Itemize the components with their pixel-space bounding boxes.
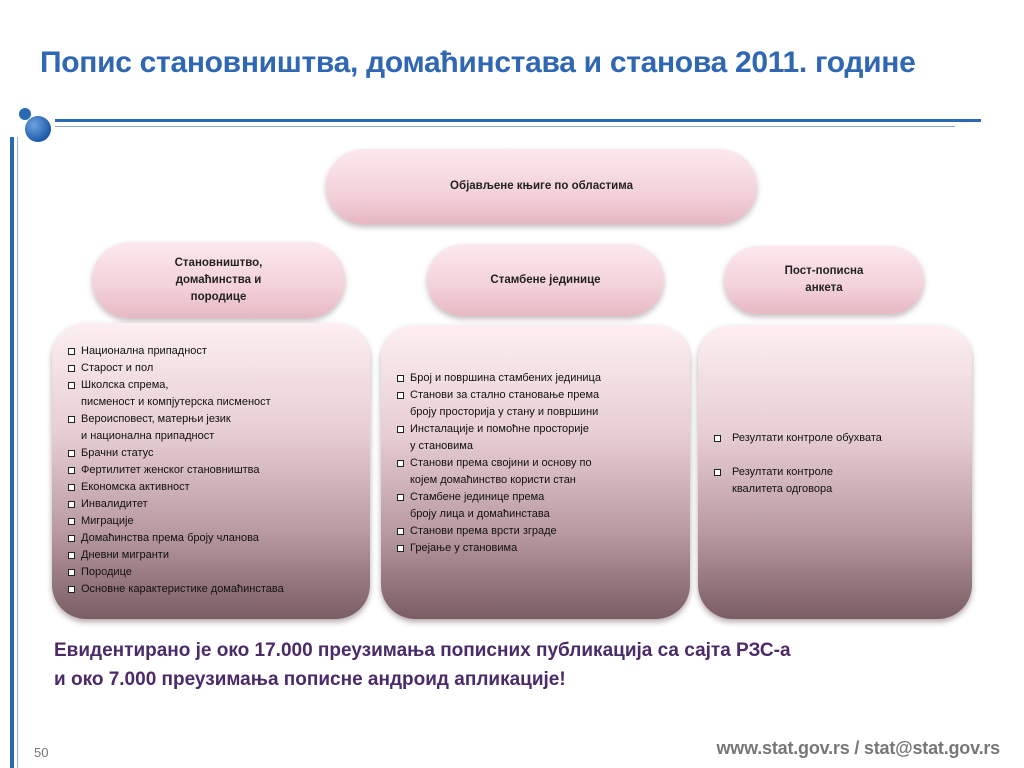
list-item: Резултати контроле обухвата (710, 430, 965, 447)
checkbox-bullet-icon (397, 494, 404, 501)
checkbox-bullet-icon (397, 426, 404, 433)
list-item: Фертилитет женског становништва (66, 462, 361, 479)
category-label: Стамбене јединице (490, 273, 601, 286)
category-node-population (92, 242, 345, 318)
checkbox-bullet-icon (68, 518, 75, 525)
population-topics-list (66, 343, 361, 598)
page-number: 50 (34, 745, 49, 760)
checkbox-bullet-icon (397, 392, 404, 399)
list-item: Број и површина стамбених јединица (395, 370, 680, 387)
side-bar-thin (17, 137, 18, 768)
list-item: Инсталације и помоћне просторије у становима (395, 421, 680, 455)
category-box-survey (698, 325, 972, 619)
checkbox-bullet-icon (68, 365, 75, 372)
list-item: Домаћинства према броју чланова (66, 530, 361, 547)
list-item: Станови према својини и основу по којем домаћинство користи стан (395, 455, 680, 489)
checkbox-bullet-icon (68, 501, 75, 508)
checkbox-bullet-icon (68, 382, 75, 389)
downloads-note (54, 636, 791, 694)
checkbox-bullet-icon (68, 416, 75, 423)
side-bar (10, 137, 14, 768)
checkbox-bullet-icon (68, 586, 75, 593)
checkbox-bullet-icon (68, 467, 75, 474)
list-item: Економска активност (66, 479, 361, 496)
survey-topics-list (710, 430, 965, 515)
list-item: Грејање у становима (395, 540, 680, 557)
category-label: Пост-пописна анкета (784, 265, 864, 294)
list-item: Вероисповест, матерњи језик и национална припадност (66, 411, 361, 445)
category-node-survey (724, 246, 924, 314)
list-item: Дневни мигранти (66, 547, 361, 564)
list-item: Старост и пол (66, 360, 361, 377)
root-node-label: Објављене књиге по областима (450, 180, 633, 192)
checkbox-bullet-icon (68, 552, 75, 559)
list-item: Стамбене јединице према броју лица и домаћинстава (395, 489, 680, 523)
checkbox-bullet-icon (68, 450, 75, 457)
list-item: Национална припадност (66, 343, 361, 360)
list-item: Резултати контроле квалитета одговора (710, 464, 965, 498)
category-node-housing (427, 244, 664, 316)
list-item: Породице (66, 564, 361, 581)
checkbox-bullet-icon (68, 569, 75, 576)
downloads-note-line: Евидентирано је око 17.000 преузимања пописних публикација са сајта РЗС-а (54, 640, 791, 661)
decorative-dot-large (25, 116, 51, 142)
list-item: Инвалидитет (66, 496, 361, 513)
header-rule-thin (55, 126, 955, 127)
list-item: Станови према врсти зграде (395, 523, 680, 540)
checkbox-bullet-icon (714, 469, 721, 476)
list-item: Школска спрема, писменост и компјутерска писменост (66, 377, 361, 411)
checkbox-bullet-icon (68, 484, 75, 491)
downloads-note-line: и око 7.000 преузимања пописне андроид апликације! (54, 669, 566, 690)
checkbox-bullet-icon (68, 535, 75, 542)
checkbox-bullet-icon (397, 375, 404, 382)
footer-contact: www.stat.gov.rs / stat@stat.gov.rs (716, 738, 1000, 758)
root-node (326, 149, 757, 224)
checkbox-bullet-icon (397, 460, 404, 467)
page-title: Попис становништва, домаћинстава и станова 2011. године (40, 46, 916, 79)
checkbox-bullet-icon (397, 528, 404, 535)
checkbox-bullet-icon (714, 435, 721, 442)
list-item: Станови за стално становање према броју просторија у стану и површини (395, 387, 680, 421)
checkbox-bullet-icon (68, 348, 75, 355)
list-item: Брачни статус (66, 445, 361, 462)
list-item: Основне карактеристике домаћинстава (66, 581, 361, 598)
list-item: Миграције (66, 513, 361, 530)
header-rule (55, 119, 981, 122)
housing-topics-list (395, 370, 680, 557)
category-box-population (52, 323, 370, 619)
category-label: Становништво, домаћинства и породице (174, 256, 263, 303)
category-box-housing (381, 325, 690, 619)
checkbox-bullet-icon (397, 545, 404, 552)
